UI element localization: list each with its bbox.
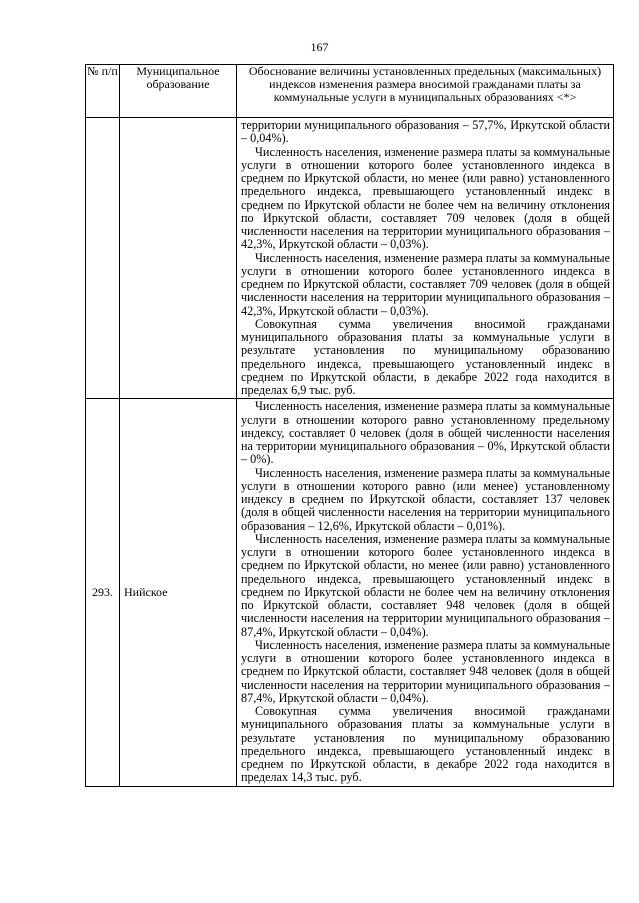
basis-paragraph: Численность населения, изменение размера платы за коммунальные услуги в отношении которого равно (или менее) установленному индексу в среднем по Иркутской области, составляет 137 человек (доля в общей численности населения на территории муниципального образования – 12,6%, Иркутской области – 0,01%). [241,465,610,533]
basis-paragraph: Численность населения, изменение размера платы за коммунальные услуги в отношении которого более установленного индекса в среднем по Иркутской области, но менее (или равно) установленного предельного индекса, превышающего установленный индекс в среднем по Иркутской области не более чем на величину отклонения по Иркутской области, составляет 948 человек (доля в общей численности населения на территории муниципального образования – 87,4%, Иркутской области – 0,04%). [241,531,610,639]
row-basis [237,118,614,399]
table-header-row [86,65,614,118]
basis-paragraph: Численность населения, изменение размера платы за коммунальные услуги в отношении которого более установленного индекса в среднем по Иркутской области, составляет 709 человек (доля в общей численности населения на территории муниципального образования – 42,3%, Иркутской области – 0,03%). [241,250,610,318]
basis-paragraph: территории муниципального образования – 57,7%, Иркутской области – 0,04%). [241,118,610,146]
table-row [86,118,614,399]
header-basis: Обоснование величины установленных предельных (максимальных) индексов изменения размера вносимой гражданами платы за коммунальные услуги в муниципальных образованиях <*> [237,65,614,118]
page-number: 167 [310,40,329,54]
indices-table [85,64,614,787]
basis-paragraph: Совокупная сумма увеличения вносимой гражданами муниципального образования платы за коммунальные услуги в результате установления по муниципальному образованию предельного индекса, превышающего установленный индекс в среднем по Иркутской области, в декабре 2022 года находится в пределах 14,3 тыс. руб. [241,704,610,785]
row-basis [237,399,614,786]
header-number: № п/п [86,65,120,118]
basis-paragraph: Численность населения, изменение размера платы за коммунальные услуги в отношении которого более установленного индекса в среднем по Иркутской области, но менее (или равно) установленного предельного индекса, превышающего установленный индекс в среднем по Иркутской области не более чем на величину отклонения по Иркутской области, составляет 709 человек (доля в общей численности населения на территории муниципального образования – 42,3%, Иркутской области – 0,03%). [241,144,610,252]
row-number [86,118,120,399]
row-municipality: Нийское [120,399,237,786]
header-municipality: Муниципальное образование [120,65,237,118]
table-row [86,399,614,786]
row-number: 293. [86,399,120,786]
basis-paragraph: Численность населения, изменение размера платы за коммунальные услуги в отношении которого равно установленному предельному индексу, составляет 0 человек (доля в общей численности населения на территории муниципального образования – 0%, Иркутской области – 0%). [241,399,610,467]
basis-paragraph: Численность населения, изменение размера платы за коммунальные услуги в отношении которого более установленного индекса в среднем по Иркутской области, составляет 948 человек (доля в общей численности населения на территории муниципального образования – 87,4%, Иркутской области – 0,04%). [241,637,610,705]
basis-paragraph: Совокупная сумма увеличения вносимой гражданами муниципального образования платы за коммунальные услуги в результате установления по муниципальному образованию предельного индекса, превышающего установленный индекс в среднем по Иркутской области, в декабре 2022 года находится в пределах 6,9 тыс. руб. [241,316,610,397]
row-municipality [120,118,237,399]
